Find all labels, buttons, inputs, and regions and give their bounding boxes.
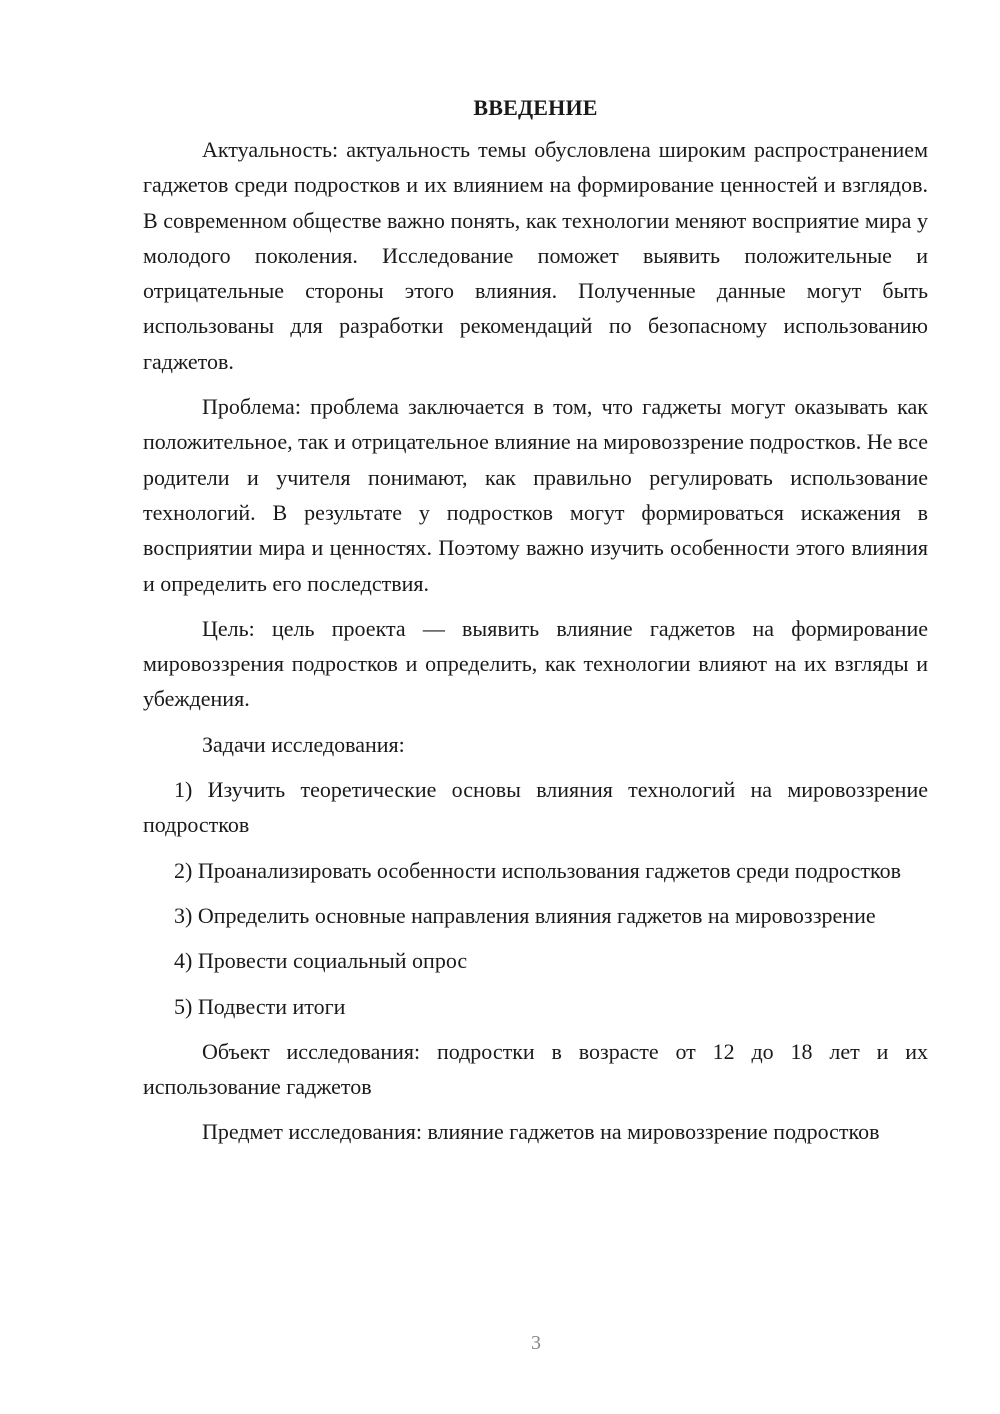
page-number: 3 [531,1332,541,1354]
task-item-2: 2) Проанализировать особенности использования гаджетов среди подростков [174,857,902,883]
task-item-1: 1) Изучить теоретические основы влияния технологий на мировоззрение подростков [143,777,928,838]
relevance-paragraph: Актуальность: актуальность темы обусловлена широким распространением гаджетов среди подростков и их влиянием на формирование ценностей и взглядов. В современном обществе важно понять, как технологии меняют восприятие мира у молодого поколения. Исследование поможет выявить положительные и отрицательные стороны этого влияния. Полученные данные могут быть использованы для разработки рекомендаций по безопасному использованию гаджетов. [143,137,928,374]
goal-paragraph: Цель: цель проекта — выявить влияние гаджетов на формирование мировоззрения подростков и определить, как технологии влияют на их взгляды и убеждения. [143,615,928,712]
tasks-heading: Задачи исследования: [202,731,405,757]
task-item-5: 5) Подвести итоги [174,993,346,1019]
page-title: ВВЕДЕНИЕ [473,95,598,120]
page-content [143,90,928,1160]
subject-paragraph: Предмет исследования: влияние гаджетов на мировоззрение подростков [202,1119,880,1145]
object-paragraph: Объект исследования: подростки в возрасте от 12 до 18 лет и их использование гаджетов [143,1038,928,1100]
task-item-4: 4) Провести социальный опрос [174,948,468,974]
task-item-3: 3) Определить основные направления влияния гаджетов на мировоззрение [174,902,876,928]
problem-paragraph: Проблема: проблема заключается в том, что гаджеты могут оказывать как положительное, так и отрицательное влияние на мировоззрение подростков. Не все родители и учителя понимают, как правильно регулировать использование технологий. В результате у подростков могут формироваться искажения в восприятии мира и ценностях. Поэтому важно изучить особенности этого влияния и определить его последствия. [143,394,928,596]
